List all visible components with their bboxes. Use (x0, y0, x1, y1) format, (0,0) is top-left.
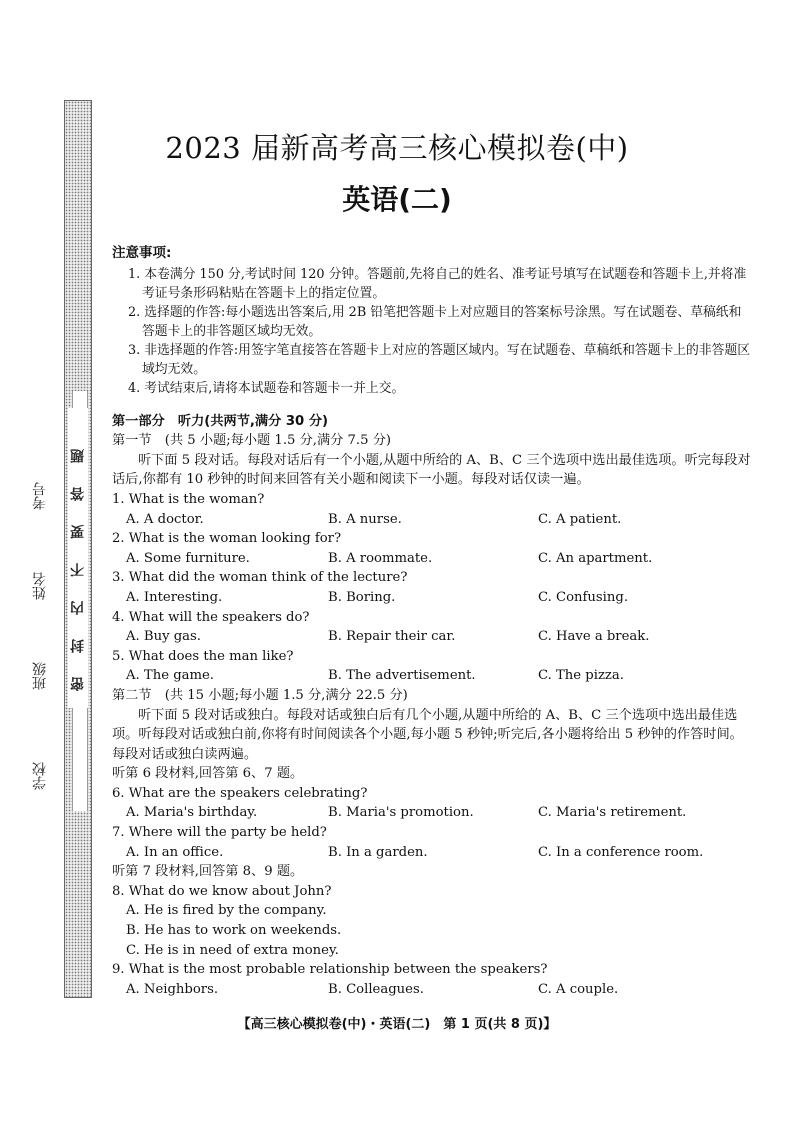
option-c: C. The pizza. (538, 668, 624, 684)
option-c: C. Confusing. (538, 589, 629, 605)
option-a: A. Maria's birthday. (126, 805, 258, 821)
question-7-options (112, 843, 752, 863)
question-5-options (112, 666, 752, 686)
notes-heading: 注意事项: (112, 245, 172, 261)
option-b: B. A nurse. (328, 511, 402, 527)
question-4: 4. What will the speakers do? (112, 609, 310, 625)
option-a: A. The game. (126, 668, 214, 684)
option-b: B. Boring. (328, 589, 396, 605)
field-exam-number (30, 400, 50, 510)
field-exam-number-label: 考号 (32, 482, 48, 510)
option-a: A. Some furniture. (126, 550, 250, 566)
section2-instructions: 听下面 5 段对话或独白。每段对话或独白后有几个小题,从题中所给的 A、B、C 三个选项中选出最佳选项。听每段对话或独白前,你将有时间阅读各个小题,每小题 5 秒钟;听完后,各小题将给出 5 秒钟的作答时间。每段对话或独白读两遍。 (112, 707, 743, 762)
option-c: C. In a conference room. (538, 844, 704, 860)
option-a: A. In an office. (126, 844, 224, 860)
field-school (30, 680, 50, 790)
question-9-options (112, 980, 752, 1000)
note-item: 3. 非选择题的作答:用签字笔直接答在答题卡上对应的答题区域内。写在试题卷、草稿纸和答题卡上的非答题区域均无效。 (128, 342, 751, 377)
section2-heading: 第二节 (共 15 小题;每小题 1.5 分,满分 22.5 分) (112, 687, 408, 703)
option-a: A. Neighbors. (126, 981, 219, 997)
page-title: 2023 届新高考高三核心模拟卷(中) (165, 131, 629, 165)
field-school-label: 学校 (32, 762, 48, 790)
option-b: B. The advertisement. (328, 668, 476, 684)
option-b: B. Colleagues. (328, 981, 424, 997)
section1-instructions: 听下面 5 段对话。每段对话后有一个小题,从题中所给的 A、B、C 三个选项中选出最佳选项。听完每段对话后,你都有 10 秒钟的时间来回答有关小题和阅读下一小题。每段对话仅读一遍。 (112, 452, 751, 488)
question-6: 6. What are the speakers celebrating? (112, 785, 368, 801)
option-c: C. Maria's retirement. (538, 805, 687, 821)
option-b: B. He has to work on weekends. (126, 923, 342, 939)
exam-content (112, 244, 752, 999)
option-c: C. An apartment. (538, 550, 653, 566)
page-footer: 【高三核心模拟卷(中)・英语(二) 第 1 页(共 8 页)】 (237, 1017, 557, 1032)
option-a: A. A doctor. (126, 511, 204, 527)
field-class-label: 班级 (32, 662, 48, 690)
part1-heading: 第一部分 听力(共两节,满分 30 分) (112, 413, 329, 429)
option-c: C. He is in need of extra money. (126, 942, 339, 958)
option-b: B. In a garden. (328, 844, 428, 860)
page-subtitle: 英语(二) (342, 183, 452, 216)
field-name-label: 姓名 (32, 572, 48, 600)
question-3: 3. What did the woman think of the lecture? (112, 570, 408, 586)
question-5: 5. What does the man like? (112, 648, 294, 664)
question-2: 2. What is the woman looking for? (112, 531, 342, 547)
question-1-options (112, 510, 752, 530)
note-item: 2. 选择题的作答:每小题选出答案后,用 2B 铅笔把答题卡上对应题目的答案标号涂黑。写在试题卷、草稿纸和答题卡上的非答题区域均无效。 (128, 304, 742, 339)
material-7-note: 听第 7 段材料,回答第 8、9 题。 (112, 864, 304, 880)
option-c: C. A patient. (538, 511, 622, 527)
option-b: B. A roommate. (328, 550, 433, 566)
material-6-note: 听第 6 段材料,回答第 6、7 题。 (112, 766, 304, 782)
question-1: 1. What is the woman? (112, 491, 265, 507)
question-9: 9. What is the most probable relationship between the speakers? (112, 962, 548, 978)
option-a: A. Interesting. (126, 589, 223, 605)
question-7: 7. Where will the party be held? (112, 825, 327, 841)
option-a: A. Buy gas. (126, 629, 201, 645)
note-item: 1. 本卷满分 150 分,考试时间 120 分钟。答题前,先将自己的姓名、准考证号填写在试题卷和答题卡上,并将准考证号条形码粘贴在答题卡上的指定位置。 (128, 266, 747, 301)
option-b: B. Maria's promotion. (328, 805, 474, 821)
question-6-options (112, 803, 752, 823)
option-a: A. He is fired by the company. (126, 903, 327, 919)
question-8: 8. What do we know about John? (112, 883, 332, 899)
note-item: 4. 考试结束后,请将本试题卷和答题卡一并上交。 (128, 380, 405, 396)
option-b: B. Repair their car. (328, 629, 456, 645)
seal-warning-text: 密封内不要答题 (68, 408, 88, 708)
question-4-options (112, 627, 752, 647)
student-info-fields (30, 380, 54, 800)
question-2-options (112, 549, 752, 569)
option-c: C. Have a break. (538, 629, 650, 645)
option-c: C. A couple. (538, 981, 619, 997)
section1-heading: 第一节 (共 5 小题;每小题 1.5 分,满分 7.5 分) (112, 433, 392, 449)
question-3-options (112, 588, 752, 608)
